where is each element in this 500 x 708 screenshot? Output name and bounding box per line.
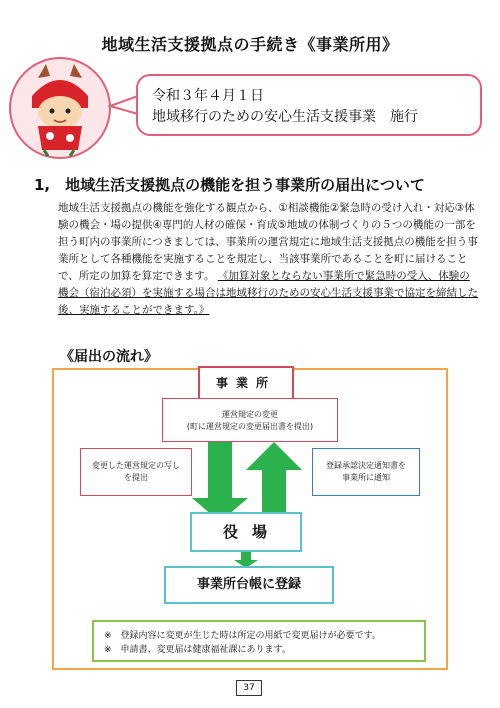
page-title: 地域生活支援拠点の手続き《事業所用》 xyxy=(101,35,399,54)
down-arrow-icon xyxy=(192,440,248,522)
note-change-report: ※ 登録内容に変更が生じた時は所定の用紙で変更届けが必要です。 xyxy=(104,631,381,641)
approval-notice-box xyxy=(312,448,420,496)
rule-change-detail: (町に運営規定の変更届出書を提出) xyxy=(186,422,314,431)
submit-copy-box xyxy=(80,448,192,496)
enforcement-date: 令和３年４月１日 xyxy=(152,88,264,104)
town-office-box: 役場 xyxy=(190,512,302,552)
section-heading: 1, 地域生活支援拠点の機能を担う事業所の届出について xyxy=(34,176,425,194)
enforcement-program: 地域移行のための安心生活支援事業 施行 xyxy=(152,109,418,125)
jigyosho-box: 事業所 xyxy=(198,366,294,400)
rule-change-box xyxy=(162,398,338,442)
submit-copy-line1: 変更した運営規定の写し xyxy=(92,461,180,470)
up-arrow-icon xyxy=(246,442,302,512)
note-forms-location: ※ 申請書、変更届は健康福祉課にあります。 xyxy=(104,645,291,655)
rule-change-title: 運営規定の変更 xyxy=(222,410,278,419)
approval-notice-line2: 事業所に通知 xyxy=(342,473,390,482)
body-main-text: 地域生活支援拠点の機能を強化する観点から、①相談機能②緊急時の受け入れ・対応③体験の機会・場の提供④専門的人材の確保・育成⑤地域の体制づくりの５つの機能の一部を担う町内の事業所につきましては、事業所の運営規定に地域生活支援拠点の機能を担う事業所として各種機能を実施することを規定し、当該事業所であることを町に届けることで、所定の加算を算定できます。 xyxy=(58,202,478,282)
flow-title: 《届出の流れ》 xyxy=(60,349,158,365)
notes-box xyxy=(92,620,426,662)
page-number: 37 xyxy=(236,680,262,696)
body-emphasis-text: 《加算対象とならない事業所で緊急時の受入、体験の機会（宿泊必須）を実施する場合は地域移行のための安心生活支援事業で協定を締結した後、実施することができます。》 xyxy=(58,270,478,316)
registry-box: 事業所台帳に登録 xyxy=(164,566,334,604)
submit-copy-line2: を提出 xyxy=(124,473,148,482)
approval-notice-line1: 登録承認決定通知書を xyxy=(326,461,406,470)
